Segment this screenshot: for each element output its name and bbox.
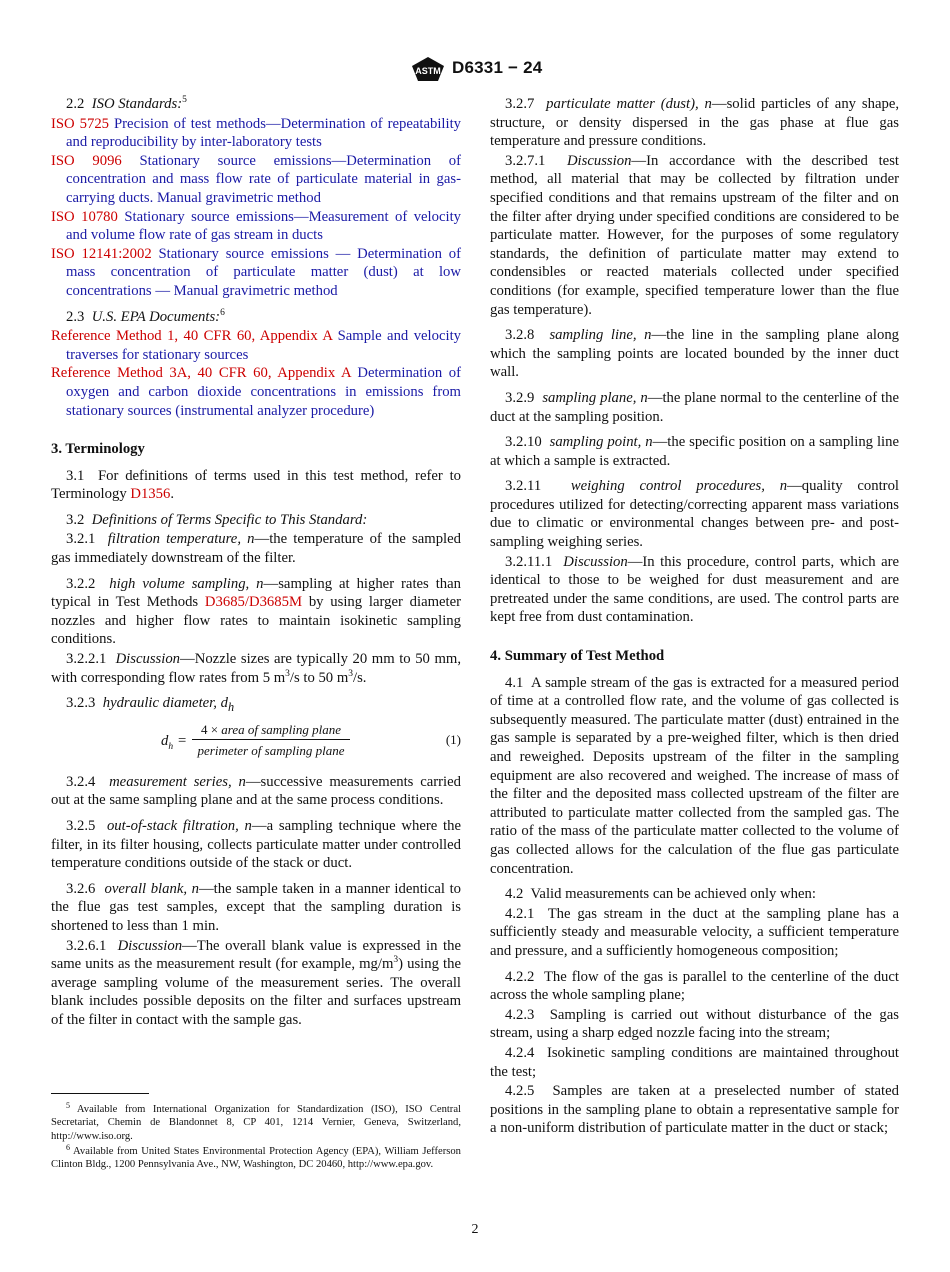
page-number: 2	[471, 1222, 479, 1237]
section-3-2-6: 3.2.6 overall blank, n—the sample taken in a manner identical to the flue gas test samples, except that the sampling duration is shortened to less than 1 min.	[51, 880, 461, 934]
iso-reference-list	[51, 115, 461, 301]
section-3-2-7-1: 3.2.7.1 Discussion—In accordance with the described test method, all material that may be collected by filtration under specified conditions and that remains upstream of the filter and on the filter after drying under specified conditions are considered to be particulate matter. However, for the purposes of some regulatory standards, the definition of particulate matter may extend to condensibles or reacted materials collected under specified conditions (for example, specified temperature lower than the flue gas temperature).	[490, 152, 900, 318]
reference-iso-9096[interactable]: ISO 9096 Stationary source emissions—Determination of concentration and mass flow rate of particulate material in gas-carrying ducts. Manual gravimetric method	[51, 152, 462, 206]
equation-1: $d_h$ = 4 × area of sampling plane perimeter of sampling plane (1)	[161, 721, 461, 758]
section-3-2-3: 3.2.3 hydraulic diameter, $d_h$	[66, 695, 235, 715]
reference-iso-10780[interactable]: ISO 10780 Stationary source emissions—Measurement of velocity and volume flow rate of gas stream in ducts	[51, 208, 462, 244]
document-id: D6331 − 24	[452, 58, 543, 77]
section-2-3: 2.3 U.S. EPA Documents:$^6$	[66, 307, 225, 325]
section-2-2: 2.2 ISO Standards:$^5$	[66, 95, 187, 112]
footnote-5: $^5$ Available from International Organization for Standardization (ISO), ISO Central Secretariat, Chemin de Blandonnet 8, CP 401, 1214 Vernier, Geneva, Switzerland, http://www.iso.org.	[51, 1101, 461, 1142]
reference-epa-method-3a[interactable]: Reference Method 3A, 40 CFR 60, Appendix A Determination of oxygen and carbon dioxide concentrations in emissions from stationary sources (instrumental analyzer procedure)	[51, 365, 461, 419]
section-3-2-1: 3.2.1 filtration temperature, n—the temperature of the sampled gas immediately downstream of the filter.	[51, 531, 462, 567]
reference-iso-12141[interactable]: ISO 12141:2002 Stationary source emissions — Determination of mass concentration of particulate matter (dust) at low concentrations — Manual gravimetric method	[51, 245, 462, 299]
section-3-2-9: 3.2.9 sampling plane, n—the plane normal to the centerline of the duct at the sampling position.	[490, 389, 899, 425]
section-4-2-1: 4.2.1 The gas stream in the duct at the sampling plane has a sufficiently steady and measurable velocity, a sufficient temperature and pressure, and a sufficiently homogeneous composition;	[490, 905, 899, 959]
reference-epa-method-1[interactable]: Reference Method 1, 40 CFR 60, Appendix A Sample and velocity traverses for stationary sources	[51, 328, 462, 363]
section-3-2-2: 3.2.2 high volume sampling, n—sampling at higher rates than typical in Test Methods D3685/D3685M by using larger diameter nozzles and higher flow rates to maintain isokinetic sampling conditions.	[51, 575, 462, 648]
section-3-2-11: 3.2.11 weighing control procedures, n—quality control procedures utilized for detecting/correcting apparent mass variations due to climatic or environmental changes between pre- and post-sampling weighing series.	[490, 478, 899, 551]
section-3-2-10: 3.2.10 sampling point, n—the specific position on a sampling line at which a sample is extracted.	[490, 434, 899, 469]
left-column	[51, 95, 461, 1036]
section-4-2-5: 4.2.5 Samples are taken at a preselected number of stated positions in the sampling plane to obtain a representative sample for a non-uniform distribution of particulate matter in the duct or stack;	[490, 1083, 899, 1137]
epa-reference-list	[51, 327, 461, 420]
right-column	[490, 95, 899, 1139]
reference-iso-5725[interactable]: ISO 5725 Precision of test methods—Determination of repeatability and reproducibility by inter-laboratory tests	[51, 115, 462, 151]
section-3-2-2-1: 3.2.2.1 Discussion—Nozzle sizes are typically 20 mm to 50 mm, with corresponding flow rates from 5 $m^3/s$ to 50 $m^3/s$.	[51, 651, 461, 686]
section-3-2-8: 3.2.8 sampling line, n—the line in the sampling plane along which the sampling points are located bounded by the inner duct wall.	[490, 327, 900, 381]
section-4-2-3: 4.2.3 Sampling is carried out without disturbance of the gas stream, using a sharp edged nozzle facing into the stream;	[490, 1006, 899, 1042]
section-3-2-11-1: 3.2.11.1 Discussion—In this procedure, control parts, which are identical to those to be weighed for dust measurement and are pretreated under the same conditions, are used. The control parts are kept free from dust contamination.	[490, 553, 900, 626]
footnote-divider	[51, 1093, 149, 1094]
section-3-1: 3.1 For definitions of terms used in this test method, refer to Terminology D1356.	[51, 467, 462, 503]
link-d3685[interactable]: D3685/D3685M	[204, 594, 303, 611]
page-header	[0, 56, 950, 84]
section-3-2-5: 3.2.5 out-of-stack filtration, n—a sampling technique where the filter, in its filter housing, collects particulate matter under controlled temperature conditions outside of the stack or duct.	[51, 817, 461, 872]
footnote-6: $^6$ Available from United States Environmental Protection Agency (EPA), William Jefferson Clinton Bldg., 1200 Pennsylvania Ave., NW, Washington, DC 20460, http://www.epa.gov.	[51, 1142, 461, 1171]
astm-logo-icon	[410, 56, 446, 82]
section-4-2-4: 4.2.4 Isokinetic sampling conditions are maintained throughout the test;	[490, 1044, 900, 1080]
section-4-2-2: 4.2.2 The flow of the gas is parallel to the centerline of the duct across the whole sampling plane;	[490, 968, 899, 1004]
section-3-2-7: 3.2.7 particulate matter (dust), n—solid particles of any shape, structure, or density dispersed in the gas phase at flue gas temperature and pressure conditions.	[490, 96, 900, 150]
section-3-2: 3.2 Definitions of Terms Specific to This Standard:	[66, 511, 368, 528]
section-4-2: 4.2 Valid measurements can be achieved only when:	[505, 886, 816, 903]
section-3-heading: 3. Terminology	[51, 441, 145, 458]
section-4-1: 4.1 A sample stream of the gas is extracted for a measured period of time at a controlled flow rate, and the volume of gas collected is subsequently measured. The particulate matter (dust) entrained in the gas sample is separated by a pre-weighed filter, which is then dried and reweighed. Deposits upstream of the filter in the sampling equipment are also recovered and weighed. The increase of mass of the filter and the deposited mass collected upstream of the filter are attributed to particulate matter collected from the sampled gas. The ratio of the mass of the particulate matter collected to the volume of gas collected allows for the calculation of the flue gas particulate concentration.	[490, 674, 899, 877]
footnotes	[51, 1093, 461, 1173]
svg-text:ASTM: ASTM	[415, 66, 441, 76]
section-3-2-6-1: 3.2.6.1 Discussion—The overall blank value is expressed in the same units as the measurement result (for example, $mg/m^3$) using the average sampling volume of the measurement series. The overall blank includes possible deposits on the filter and surfaces upstream of the filter in contact with the sample gas.	[51, 937, 462, 1028]
section-3-2-4: 3.2.4 measurement series, n—successive measurements carried out at the same sampling plane and at the same process conditions.	[51, 773, 461, 809]
link-d1356[interactable]: D1356	[130, 486, 171, 503]
section-4-heading: 4. Summary of Test Method	[490, 648, 665, 665]
equation-number: (1)	[445, 731, 461, 747]
